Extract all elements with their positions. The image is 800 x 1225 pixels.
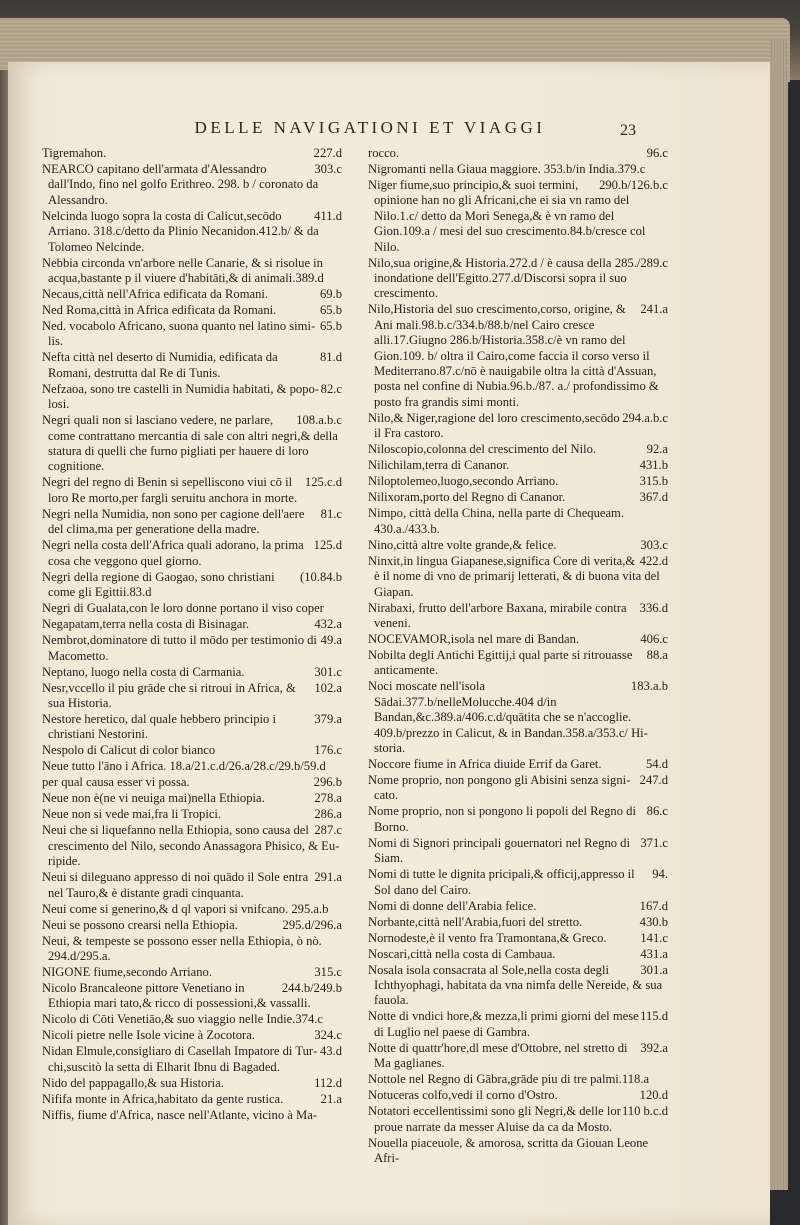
index-entry-reference: 296.b <box>313 775 342 790</box>
index-entry-reference: 301.a <box>640 962 668 977</box>
index-entry <box>368 836 668 867</box>
index-entry <box>42 162 342 208</box>
index-entry-text: Niloscopio,colonna del crescimento del Nilo. <box>368 442 597 457</box>
index-entry <box>368 442 668 457</box>
index-entry <box>368 915 668 930</box>
index-entry <box>368 538 668 553</box>
index-entry-reference: 167.d <box>639 898 668 913</box>
index-entry-text: Nespolo di Calicut di color bianco <box>42 743 216 758</box>
index-entry-reference: 431.b <box>639 458 668 473</box>
index-entry-text: Nobilta degli Antichi Egittij,i qual parte si ritrouasse anticamente. <box>368 647 633 678</box>
index-entry-reference: 125.c.d <box>304 475 342 490</box>
index-entry-text: Nefta città nel deserto di Numidia, edificata da Romani, destrutta dal Re di Tunis. <box>42 350 278 380</box>
index-entry <box>42 665 342 680</box>
index-entry <box>368 1072 668 1087</box>
index-entry <box>42 617 342 632</box>
index-entry-reference: 244.b/249.b <box>281 980 342 995</box>
index-entry-text: Nesr,vccello il piu grāde che si ritroui in Africa, & sua Historia. <box>42 680 296 710</box>
index-entry <box>42 209 342 255</box>
index-entry-reference: 141.c <box>640 930 668 945</box>
index-entry-text: Notte di vndici hore,& mezza,li primi giorni del mese di Luglio nel paese di Gambra. <box>368 1009 639 1039</box>
index-entry-reference: 125.d <box>313 538 342 553</box>
index-entry-text: Notte di quattr'hore,dl mese d'Ottobre, nel stretto di Ma gaglianes. <box>368 1040 628 1071</box>
index-entry-text: Nome proprio, non si pongono li popoli del Regno di Borno. <box>368 804 636 834</box>
index-entry-text: Nimpo, città della China, nella parte di Chequeam. 430.a./433.b. <box>368 506 624 536</box>
index-entry-reference: 92.a <box>646 442 668 457</box>
index-entry <box>368 256 668 302</box>
index-entry <box>42 1044 342 1075</box>
index-entry-reference: 422.d <box>639 553 668 568</box>
index-entry-reference: 411.d <box>314 208 342 223</box>
index-entry-text: Nottole nel Regno di Gābra,grāde piu di tre palmi.118.a <box>368 1072 650 1087</box>
index-entry-reference: 43.d <box>319 1044 342 1059</box>
index-entry <box>368 178 668 255</box>
index-entry-reference: 285./289.c <box>614 255 668 270</box>
index-entry <box>42 507 342 538</box>
index-entry <box>368 648 668 679</box>
index-entry <box>42 382 342 413</box>
index-entry-reference: 324.c <box>314 1028 342 1043</box>
index-entry-reference: 291.a <box>314 870 342 885</box>
index-entry-reference: 315.b <box>639 474 668 489</box>
index-entry-text: Negri della regione di Gaogao, sono christiani come gli Egittii.83.d <box>42 569 275 600</box>
index-entry <box>42 902 342 917</box>
index-entry <box>42 475 342 506</box>
index-entry <box>368 554 668 600</box>
index-entry <box>42 791 342 806</box>
index-entry-text: Nido del pappagallo,& sua Historia. <box>42 1075 224 1090</box>
index-entry-reference: 371.c <box>640 835 668 850</box>
index-entry-text: Neue non è(ne vi neuiga mai)nella Ethiopia. <box>42 791 265 806</box>
index-entry <box>368 1009 668 1040</box>
index-entry-reference: 86.c <box>646 804 668 819</box>
index-entry-text: Nififa monte in Africa,habitato da gente rustica. <box>42 1091 284 1106</box>
index-entry <box>42 1028 342 1043</box>
index-entry-text: Nosala isola consacrata al Sole,nella costa degli Ichthyophagi, habitata da vna nimfa delle Nereide, & sua fauola. <box>368 962 663 1008</box>
index-entry-reference: (10.84.b <box>300 569 342 584</box>
index-entry <box>368 757 668 772</box>
index-entry <box>368 506 668 537</box>
index-entry-text: Ned. vocabolo Africano, suona quanto nel latino similis. <box>42 319 316 349</box>
index-entry-reference: 379.a <box>314 711 342 726</box>
index-entry-text: rocco. <box>368 146 400 160</box>
index-entry-reference: 431.a <box>640 946 668 961</box>
index-entry-text: Neui che si liquefanno nella Ethiopia, sono causa del crescimento del Nilo, secondo Anassagora Phisico, & Euripide. <box>42 823 340 869</box>
index-entry-reference: 392.a <box>640 1040 668 1055</box>
index-entry-text: Nigromanti nella Giaua maggiore. 353.b/in India.379.c <box>368 162 646 176</box>
index-entry-text: Tigremahon. <box>42 146 107 160</box>
index-entry <box>368 162 668 177</box>
index-entry-text: Nelcinda luogo sopra la costa di Calicut,secōdo Arriano. 318.c/detto da Plinio Necanidon.412.b/ & da Tolomeo Nelcinde. <box>42 208 319 254</box>
index-entry-text: Necaus,città nell'Africa edificata da Romani. <box>42 287 269 302</box>
index-entry <box>368 931 668 946</box>
index-entry-reference: 108.a.b.c <box>296 413 342 428</box>
index-entry <box>368 963 668 1009</box>
page-edges-right <box>770 40 788 1190</box>
index-entry <box>42 256 342 287</box>
index-entry <box>368 679 668 756</box>
index-entry-text: Nembrot,dominatore di tutto il mōdo per testimonio di Macometto. <box>42 633 317 663</box>
index-entry-text: Niger fiume,suo principio,& suoi termini, opinione han no gli Africani,che ei sia vn ramo del Nilo.1.c/ detto da Mori Senega,& è vn ramo del Gion.109.a / mesi del suo crescimento.84.b/cresce col Nilo. <box>368 178 646 254</box>
index-entry <box>42 287 342 302</box>
index-entry-text: Nornodeste,è il vento fra Tramontana,& Greco. <box>368 930 607 945</box>
index-entry-text: Notatori eccellentissimi sono gli Negri,& delle lor proue narrate da messer Aluise da ca da Mosto. <box>368 1104 621 1134</box>
index-entry <box>42 775 342 790</box>
index-entry-reference: 367.d <box>639 490 668 505</box>
index-entry-reference: 54.d <box>645 756 668 771</box>
index-entry-text: Niloptolemeo,luogo,secondo Arriano. <box>368 474 559 489</box>
index-entry <box>42 319 342 350</box>
index-column-left <box>42 146 342 1124</box>
index-entry-reference: 290.b/126.b.c <box>599 178 668 192</box>
index-entry-text: Neui, & tempeste se possono esser nella Ethiopia, ò nò. 294.d/295.a. <box>42 933 322 963</box>
index-entry-reference: 247.d <box>639 772 668 787</box>
index-entry-text: Negri quali non si lasciano vedere, ne parlare, come contrattano mercantia di sale con altri negri,& della statura di quelli che furno pigliati per hauere di loro cognitione. <box>42 413 338 474</box>
index-entry <box>42 601 342 616</box>
index-entry-text: Nilo,sua origine,& Historia.272.d / è causa della inondatione dell'Egitto.277.d/Discorsi sopra il suo crescimento. <box>368 255 627 301</box>
index-entry-reference: 286.a <box>314 807 342 822</box>
index-entry <box>368 1041 668 1072</box>
index-entry-text: Niffis, fiume d'Africa, nasce nell'Atlante, vicino à Ma- <box>42 1107 317 1122</box>
index-entry <box>42 570 342 601</box>
index-entry-text: Ninxit,in lingua Giapanese,significa Core di verita,& è il nome di vno de primarij letterati, & di buona vita del Giapan. <box>368 553 660 599</box>
index-entry <box>368 773 668 804</box>
index-entry <box>368 458 668 473</box>
index-entry <box>368 632 668 647</box>
index-entry-reference: 69.b <box>319 287 342 302</box>
index-column-right <box>368 146 668 1167</box>
index-entry-reference: 303.c <box>314 162 342 176</box>
index-entry <box>42 413 342 475</box>
index-entry-reference: 176.c <box>314 743 342 758</box>
index-entry-text: Neue tutto l'āno i Africa. 18.a/21.c.d/26.a/28.c/29.b/59.d <box>42 759 326 774</box>
index-entry-reference: 183.a.b <box>630 679 668 694</box>
index-entry-text: Noscari,città nella costa di Cambaua. <box>368 946 556 961</box>
index-entry-reference: 227.d <box>313 146 342 160</box>
index-entry-reference: 120.d <box>639 1088 668 1103</box>
index-entry-text: NEARCO capitano dell'armata d'Alessandro dall'Indo, fino nel golfo Erithreo. 298. b / coronato da Alessandro. <box>42 162 319 207</box>
index-entry <box>368 302 668 410</box>
index-entry-reference: 88.a <box>646 647 668 662</box>
index-entry <box>42 1092 342 1107</box>
index-entry-text: Noci moscate nell'isola Sādai.377.b/nelleMolucche.404 d/in Bandan,&c.389.a/406.c.d/quātita che se n'accoglie. 409.b/prezzo in Calicut, & in Bandan.358.a/353.c/ Historia. <box>368 679 648 755</box>
index-entry <box>368 411 668 442</box>
index-entry-reference: 112.d <box>314 1075 342 1090</box>
index-entry-text: NOCEVAMOR,isola nel mare di Bandan. <box>368 631 580 646</box>
index-entry-text: Nebbia circonda vn'arbore nelle Canarie, & si risolue in acqua,bastante p il viuere d'habitāti,& di animali.389.d <box>42 255 324 286</box>
index-entry-text: Nomi di Signori principali gouernatori nel Regno di Siam. <box>368 835 630 866</box>
index-entry-text: NIGONE fiume,secondo Arriano. <box>42 964 212 979</box>
index-entry <box>42 633 342 664</box>
index-entry-text: Negri nella costa dell'Africa quali adorano, la prima cosa che veggono quel giorno. <box>42 538 304 568</box>
index-entry-reference: 406.c <box>640 631 668 646</box>
index-entry <box>368 490 668 505</box>
index-entry-reference: 96.c <box>646 146 668 160</box>
index-entry-text: Nicoli pietre nelle Isole vicine à Zocotora. <box>42 1028 255 1043</box>
index-entry <box>368 899 668 914</box>
index-entry <box>42 759 342 774</box>
index-entry <box>368 867 668 898</box>
index-entry <box>42 981 342 1012</box>
index-entry <box>368 1136 668 1167</box>
index-entry-text: Nicolo Brancaleone pittore Venetiano in Ethiopia mari tato,& ricco di possessioni,& vassalli. <box>42 980 311 1011</box>
index-entry <box>42 303 342 318</box>
index-entry-text: Nouella piaceuole, & amorosa, scritta da Giouan Leone Afri- <box>368 1135 649 1165</box>
index-entry <box>42 146 342 161</box>
index-entry-text: Nicolo di Cōti Venetiāo,& suo viaggio nelle Indie.374.c <box>42 1012 323 1027</box>
index-entry <box>368 947 668 962</box>
index-entry-text: Nilo,& Niger,ragione del loro crescimento,secōdo il Fra castoro. <box>368 410 620 441</box>
index-entry-text: Neui come si generino,& d ql vapori si vnifcano. 295.a.b <box>42 901 329 916</box>
index-entry <box>42 350 342 381</box>
index-entry-reference: 315.c <box>314 964 342 979</box>
index-entry-text: Negri di Gualata,con le loro donne portano il viso coper <box>42 601 324 616</box>
index-entry-text: Nome proprio, non pongono gli Abisini senza signicato. <box>368 772 631 803</box>
index-entry-text: Nomi di tutte le dignita pricipali,& officij,appresso il Sol dano del Cairo. <box>368 867 635 897</box>
index-entry-reference: 65.b <box>319 303 342 318</box>
index-entry-text: per qual causa esser vi possa. <box>42 775 190 790</box>
index-entry <box>42 1076 342 1091</box>
index-entry-reference: 303.c <box>640 537 668 552</box>
index-entry-text: Nidan Elmule,consigliaro di Casellah Impatore di Turchi,suscitò la setta di Elharit Ibnu di Bagaded. <box>42 1044 318 1074</box>
index-entry <box>42 934 342 965</box>
index-entry-reference: 81.d <box>319 350 342 365</box>
index-entry-reference: 65.b <box>319 319 342 334</box>
index-entry-text: Nirabaxi, frutto dell'arbore Baxana, mirabile contra veneni. <box>368 600 627 630</box>
index-entry-reference: 81.c <box>320 506 342 521</box>
index-entry-reference: 102.a <box>314 680 342 695</box>
index-entry <box>368 474 668 489</box>
index-entry-reference: 241.a <box>640 302 668 317</box>
index-entry <box>42 807 342 822</box>
index-entry-reference: 295.d/296.a <box>282 917 342 932</box>
index-entry <box>42 870 342 901</box>
page-number: 23 <box>620 122 636 139</box>
index-entry-reference: 294.a.b.c <box>622 410 668 425</box>
index-entry-reference: 287.c <box>314 823 342 838</box>
index-entry <box>42 538 342 569</box>
index-entry <box>368 804 668 835</box>
index-entry-reference: 94. <box>652 867 668 882</box>
index-entry <box>368 146 668 161</box>
index-entry-text: Neptano, luogo nella costa di Carmania. <box>42 664 245 679</box>
index-entry-text: Notuceras colfo,vedi il corno d'Ostro. <box>368 1088 558 1103</box>
index-entry-text: Negapatam,terra nella costa di Bisinagar. <box>42 617 250 632</box>
index-entry-text: Neui se possono crearsi nella Ethiopia. <box>42 917 238 932</box>
index-entry-text: Nilichilam,terra di Cananor. <box>368 458 510 473</box>
index-entry-reference: 110 b.c.d <box>621 1104 668 1119</box>
index-entry-text: Neui si dileguano appresso di noi quādo il Sole entra nel Tauro,& è distante gradi cinquanta. <box>42 870 309 900</box>
index-entry-text: Nino,città altre volte grande,& felice. <box>368 537 557 552</box>
index-entry-text: Noccore fiume in Africa diuide Errif da Garet. <box>368 756 602 771</box>
index-entry <box>368 601 668 632</box>
index-entry-reference: 430.b <box>639 914 668 929</box>
index-entry-reference: 301.c <box>314 664 342 679</box>
index-entry-text: Neue non si vede mai,fra li Tropici. <box>42 807 222 822</box>
index-entry-text: Nestore heretico, dal quale hebbero principio i christiani Nestorini. <box>42 711 276 742</box>
index-entry <box>42 823 342 869</box>
index-entry-text: Negri nella Numidia, non sono per cagione dell'aere del clima,ma per generatione della madre. <box>42 506 305 537</box>
index-entry <box>42 712 342 743</box>
index-entry-text: Nomi di donne dell'Arabia felice. <box>368 898 537 913</box>
index-entry-text: Negri del regno di Benin si sepelliscono viui cō il loro Re morto,per fargli seruitu anchora in morte. <box>42 475 298 505</box>
index-entry-text: Nilixoram,porto del Regno di Cananor. <box>368 490 566 505</box>
index-entry <box>368 1088 668 1103</box>
index-entry-reference: 115.d <box>640 1009 668 1024</box>
index-entry-reference: 21.a <box>320 1091 342 1106</box>
index-entry <box>368 1104 668 1135</box>
index-entry-text: Nilo,Historia del suo crescimento,corso, origine, & Ani mali.98.b.c/334.b/88.b/nel Cairo cresce alli.17.Giugno 286.b/Historia.358.c/è vn ramo del Gion.109. b/ oltra il Cairo,come faccia il corso verso il Mediterrano.87.c/nō è nauigabile oltra la città d'Assuan, posta nel confine di Nubia.96.b./87. a./ profondissimo & posto fra grandis simi monti. <box>368 302 659 409</box>
index-entry <box>42 1012 342 1027</box>
running-head: DELLE NAVIGATIONI ET VIAGGI <box>194 118 546 137</box>
index-entry-reference: 82.c <box>320 381 342 396</box>
index-entry <box>42 681 342 712</box>
index-entry-text: Nefzaoa, sono tre castelli in Numidia habitati, & popolosi. <box>42 381 319 412</box>
index-entry-text: Norbante,città nell'Arabia,fuori del stretto. <box>368 914 583 929</box>
index-entry-text: Ned Roma,città in Africa edificata da Romani. <box>42 303 277 318</box>
index-entry-reference: 49.a <box>320 633 342 648</box>
index-entry-reference: 278.a <box>314 791 342 806</box>
index-entry <box>42 743 342 758</box>
index-entry-reference: 432.a <box>314 617 342 632</box>
index-entry <box>42 965 342 980</box>
index-entry <box>42 918 342 933</box>
index-entry-reference: 336.d <box>639 600 668 615</box>
index-entry <box>42 1108 342 1123</box>
